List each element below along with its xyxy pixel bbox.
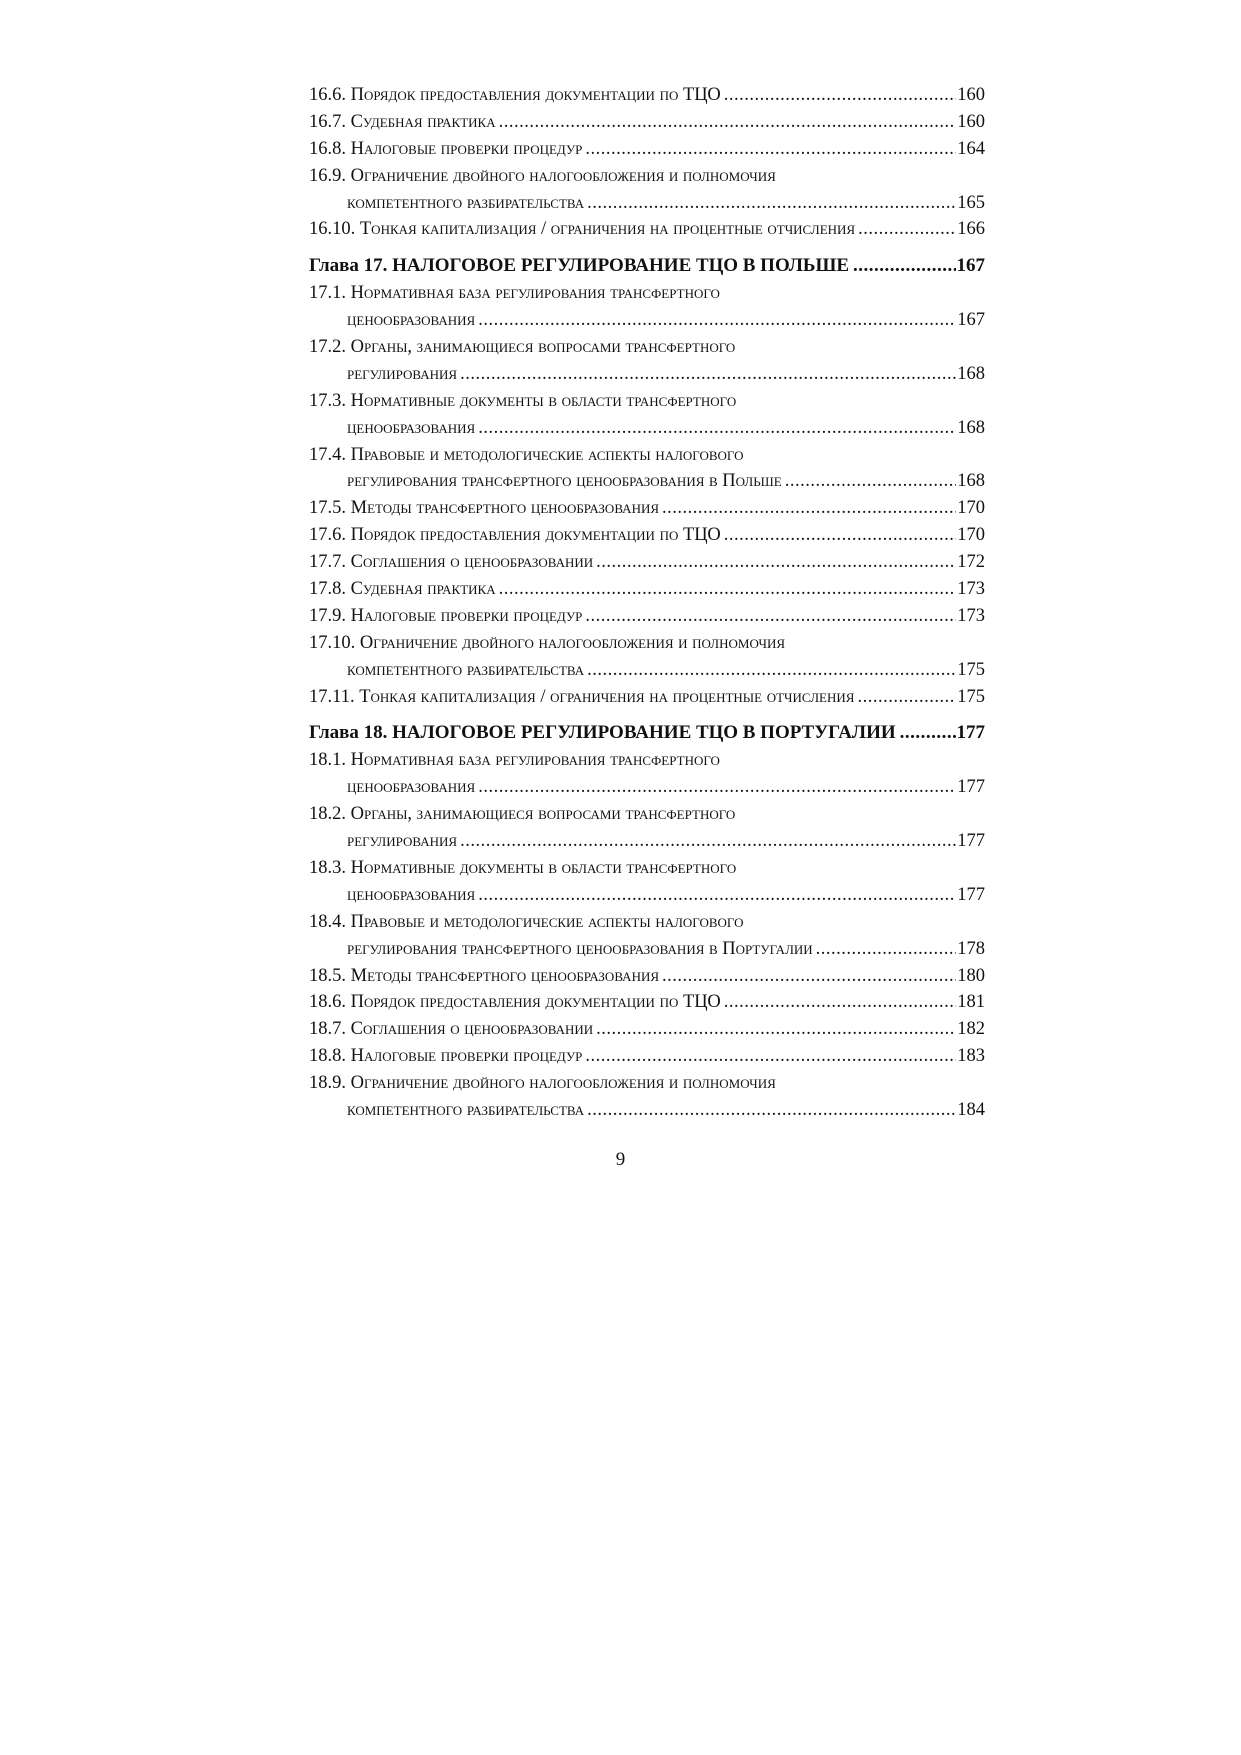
toc-page-number: 177 <box>957 777 985 798</box>
toc-page-number: 175 <box>957 659 985 680</box>
toc-entry-line <box>309 522 985 549</box>
toc-entry-title: регулирования трансфертного ценообразования в Польше <box>347 471 782 492</box>
toc-page-number: 175 <box>957 686 985 707</box>
toc-entry-title: компетентного разбирательства <box>347 192 585 213</box>
toc-entry <box>309 684 985 711</box>
toc-entry-number: 17.1. <box>309 283 346 304</box>
toc-page-number: 177 <box>957 831 985 852</box>
toc-entry-title: ценообразования <box>347 777 476 798</box>
toc-entry-title: Порядок предоставления документации по ТЦО <box>350 525 721 546</box>
toc-entry <box>309 1070 985 1124</box>
toc-entry-line <box>309 442 985 469</box>
toc-entry-line <box>309 334 985 361</box>
toc-entry-title: Судебная практика <box>350 579 496 600</box>
toc-entry-number: 18.8. <box>309 1046 346 1067</box>
toc-entry-title: Порядок предоставления документации по ТЦО <box>350 992 721 1013</box>
toc-entry-line <box>309 720 985 747</box>
toc-page-number: 178 <box>957 938 985 959</box>
toc-entry-number: 18.1. <box>309 750 346 771</box>
dot-leader <box>585 603 956 630</box>
toc-entry-title: Нормативная база регулирования трансфертного <box>350 750 720 771</box>
toc-entry-line <box>309 747 985 774</box>
dot-leader <box>662 963 956 990</box>
toc-entry <box>309 388 985 442</box>
toc-entry <box>309 280 985 334</box>
toc-entry <box>309 216 985 243</box>
toc-page-number: 170 <box>957 498 985 519</box>
toc-entry-number: 18.6. <box>309 992 346 1013</box>
dot-leader <box>585 1043 956 1070</box>
toc-page-number: 181 <box>957 992 985 1013</box>
toc-entry-title: Правовые и методологические аспекты налогового <box>350 911 744 932</box>
toc-entry-title: Судебная практика <box>350 111 496 132</box>
toc-entry-continuation-line <box>309 657 985 684</box>
toc-entry-title: компетентного разбирательства <box>347 1099 585 1120</box>
toc-entry <box>309 989 985 1016</box>
chapter-title: Глава 17. НАЛОГОВОЕ РЕГУЛИРОВАНИЕ ТЦО В ПОЛЬШЕ <box>309 255 850 277</box>
toc-entry-title: Налоговые проверки процедур <box>350 1046 583 1067</box>
toc-entry-title: Органы, занимающиеся вопросами трансфертного <box>350 337 736 358</box>
toc-entry-continuation-line <box>309 468 985 495</box>
toc-entry-number: 18.9. <box>309 1073 346 1094</box>
toc-page-number: 184 <box>957 1099 985 1120</box>
toc-entry-number: 16.7. <box>309 111 346 132</box>
toc-entry-number: 17.7. <box>309 552 346 573</box>
toc-entry-line <box>309 603 985 630</box>
dot-leader <box>587 190 956 217</box>
toc-page-number: 166 <box>957 219 985 240</box>
toc-entry-continuation-line <box>309 882 985 909</box>
toc-entry-title: Методы трансфертного ценообразования <box>350 498 660 519</box>
toc-entry <box>309 442 985 496</box>
toc-entry-line <box>309 1043 985 1070</box>
toc-entry-title: ценообразования <box>347 310 476 331</box>
toc-entry <box>309 801 985 855</box>
toc-entry-continuation-line <box>309 415 985 442</box>
toc-entry-line <box>309 163 985 190</box>
toc-entry <box>309 603 985 630</box>
toc-entry-title: Тонкая капитализация / ограничения на процентные отчисления <box>359 686 855 707</box>
toc-page-number: 164 <box>957 138 985 159</box>
dot-leader <box>478 415 956 442</box>
toc-entry-line <box>309 136 985 163</box>
toc-entry-line <box>309 109 985 136</box>
toc-entry-line <box>309 801 985 828</box>
toc-page-number: 173 <box>957 579 985 600</box>
toc-entry <box>309 334 985 388</box>
dot-leader <box>596 549 956 576</box>
toc-entry-line <box>309 576 985 603</box>
toc-entry-title: Ограничение двойного налогообложения и полномочия <box>350 165 776 186</box>
toc-entry-number: 16.9. <box>309 165 346 186</box>
toc-entry <box>309 82 985 109</box>
toc-entry-title: Тонкая капитализация / ограничения на процентные отчисления <box>359 219 856 240</box>
dot-leader <box>816 936 957 963</box>
toc-page-number: 183 <box>957 1046 985 1067</box>
toc-entry <box>309 576 985 603</box>
toc-entry-line <box>309 855 985 882</box>
toc-chapter-heading <box>309 253 985 280</box>
dot-leader <box>900 720 956 747</box>
toc-entry-number: 18.3. <box>309 857 346 878</box>
toc-entry-continuation-line <box>309 1097 985 1124</box>
toc-entry <box>309 1016 985 1043</box>
toc-entry-line <box>309 989 985 1016</box>
dot-leader <box>478 307 956 334</box>
toc-entry <box>309 747 985 801</box>
dot-leader <box>857 684 956 711</box>
toc-entry-title: Нормативные документы в области трансфертного <box>350 857 737 878</box>
toc-entry-line <box>309 963 985 990</box>
toc-page-number: 170 <box>957 525 985 546</box>
toc-page-number: 167 <box>956 255 985 277</box>
toc-page-number: 177 <box>956 722 985 744</box>
toc-page-number: 172 <box>957 552 985 573</box>
toc-entry-line <box>309 216 985 243</box>
toc-entry <box>309 1043 985 1070</box>
toc-page-number: 177 <box>957 884 985 905</box>
chapter-title: Глава 18. НАЛОГОВОЕ РЕГУЛИРОВАНИЕ ТЦО В ПОРТУГАЛИИ <box>309 722 896 744</box>
toc-entry-number: 18.5. <box>309 965 346 986</box>
toc-page-number: 160 <box>957 111 985 132</box>
toc-page-number: 182 <box>957 1019 985 1040</box>
toc-entry-title: Порядок предоставления документации по ТЦО <box>350 85 721 105</box>
dot-leader <box>785 468 957 495</box>
toc-entry-line <box>309 253 985 280</box>
toc-entry-title: Ограничение двойного налогообложения и полномочия <box>350 1073 776 1094</box>
toc-entry <box>309 963 985 990</box>
toc-entry-continuation-line <box>309 828 985 855</box>
toc-entry-title: Правовые и методологические аспекты налогового <box>350 444 744 465</box>
toc-entry-line <box>309 1070 985 1097</box>
toc-entry <box>309 909 985 963</box>
toc-entry-title: Налоговые проверки процедур <box>350 138 583 159</box>
toc-entry-title: Нормативная база регулирования трансфертного <box>350 283 720 304</box>
toc-entry-number: 17.10. <box>309 632 356 653</box>
dot-leader <box>460 361 956 388</box>
toc-entry-title: Нормативные документы в области трансфертного <box>350 390 737 411</box>
toc-entry-title: Налоговые проверки процедур <box>350 605 583 626</box>
toc-page-number: 173 <box>957 605 985 626</box>
toc-entry-number: 16.6. <box>309 85 346 105</box>
toc-entry-title: ценообразования <box>347 417 476 438</box>
toc-entry <box>309 855 985 909</box>
toc-entry-title: регулирования <box>347 363 458 384</box>
table-of-contents <box>309 82 985 1124</box>
toc-entry-title: ценообразования <box>347 884 476 905</box>
dot-leader <box>724 989 957 1016</box>
toc-entry-title: Соглашения о ценообразовании <box>350 1019 594 1040</box>
toc-entry-title: Органы, занимающиеся вопросами трансфертного <box>350 804 736 825</box>
toc-entry-number: 18.4. <box>309 911 346 932</box>
toc-entry-number: 17.11. <box>309 686 355 707</box>
toc-entry-line <box>309 549 985 576</box>
toc-entry-line <box>309 909 985 936</box>
toc-entry-number: 17.8. <box>309 579 346 600</box>
toc-entry-number: 17.6. <box>309 525 346 546</box>
toc-entry-number: 17.9. <box>309 605 346 626</box>
toc-entry-title: Ограничение двойного налогообложения и полномочия <box>359 632 786 653</box>
dot-leader <box>724 522 957 549</box>
toc-entry-number: 18.2. <box>309 804 346 825</box>
dot-leader <box>460 828 956 855</box>
toc-entry-line <box>309 388 985 415</box>
toc-entry-title: Соглашения о ценообразовании <box>350 552 594 573</box>
dot-leader <box>596 1016 956 1043</box>
toc-entry-continuation-line <box>309 361 985 388</box>
toc-page-number: 167 <box>957 310 985 331</box>
dot-leader <box>858 216 956 243</box>
toc-entry-line <box>309 495 985 522</box>
toc-entry-continuation-line <box>309 774 985 801</box>
toc-entry-number: 17.3. <box>309 390 346 411</box>
toc-chapter-heading <box>309 720 985 747</box>
toc-page-number: 168 <box>957 363 985 384</box>
toc-entry <box>309 495 985 522</box>
toc-entry-line <box>309 630 985 657</box>
dot-leader <box>585 136 956 163</box>
dot-leader <box>478 882 956 909</box>
dot-leader <box>853 253 955 280</box>
toc-entry <box>309 109 985 136</box>
toc-entry-continuation-line <box>309 307 985 334</box>
toc-entry-number: 16.8. <box>309 138 346 159</box>
toc-entry-line <box>309 280 985 307</box>
dot-leader <box>499 109 957 136</box>
toc-page-number: 168 <box>957 471 985 492</box>
toc-entry-number: 18.7. <box>309 1019 346 1040</box>
toc-entry-line <box>309 82 985 109</box>
toc-entry-number: 16.10. <box>309 219 356 240</box>
toc-page-number: 168 <box>957 417 985 438</box>
toc-entry-title: Методы трансфертного ценообразования <box>350 965 660 986</box>
toc-entry-title: регулирования трансфертного ценообразования в Португалии <box>347 938 813 959</box>
toc-entry-number: 17.4. <box>309 444 346 465</box>
dot-leader <box>587 657 956 684</box>
toc-entry-number: 17.5. <box>309 498 346 519</box>
toc-page-number: 180 <box>957 965 985 986</box>
dot-leader <box>587 1097 956 1124</box>
toc-entry <box>309 522 985 549</box>
toc-entry-line <box>309 684 985 711</box>
toc-entry <box>309 163 985 217</box>
dot-leader <box>478 774 956 801</box>
toc-entry-title: компетентного разбирательства <box>347 659 585 680</box>
toc-page-number: 160 <box>957 85 985 105</box>
dot-leader <box>499 576 957 603</box>
toc-entry-line <box>309 1016 985 1043</box>
toc-entry <box>309 630 985 684</box>
toc-page-number: 165 <box>957 192 985 213</box>
toc-entry <box>309 549 985 576</box>
toc-entry-continuation-line <box>309 190 985 217</box>
page-number: 9 <box>615 1149 626 1170</box>
toc-entry <box>309 136 985 163</box>
dot-leader <box>724 82 957 109</box>
dot-leader <box>662 495 956 522</box>
toc-entry-continuation-line <box>309 936 985 963</box>
toc-entry-title: регулирования <box>347 831 458 852</box>
toc-entry-number: 17.2. <box>309 337 346 358</box>
